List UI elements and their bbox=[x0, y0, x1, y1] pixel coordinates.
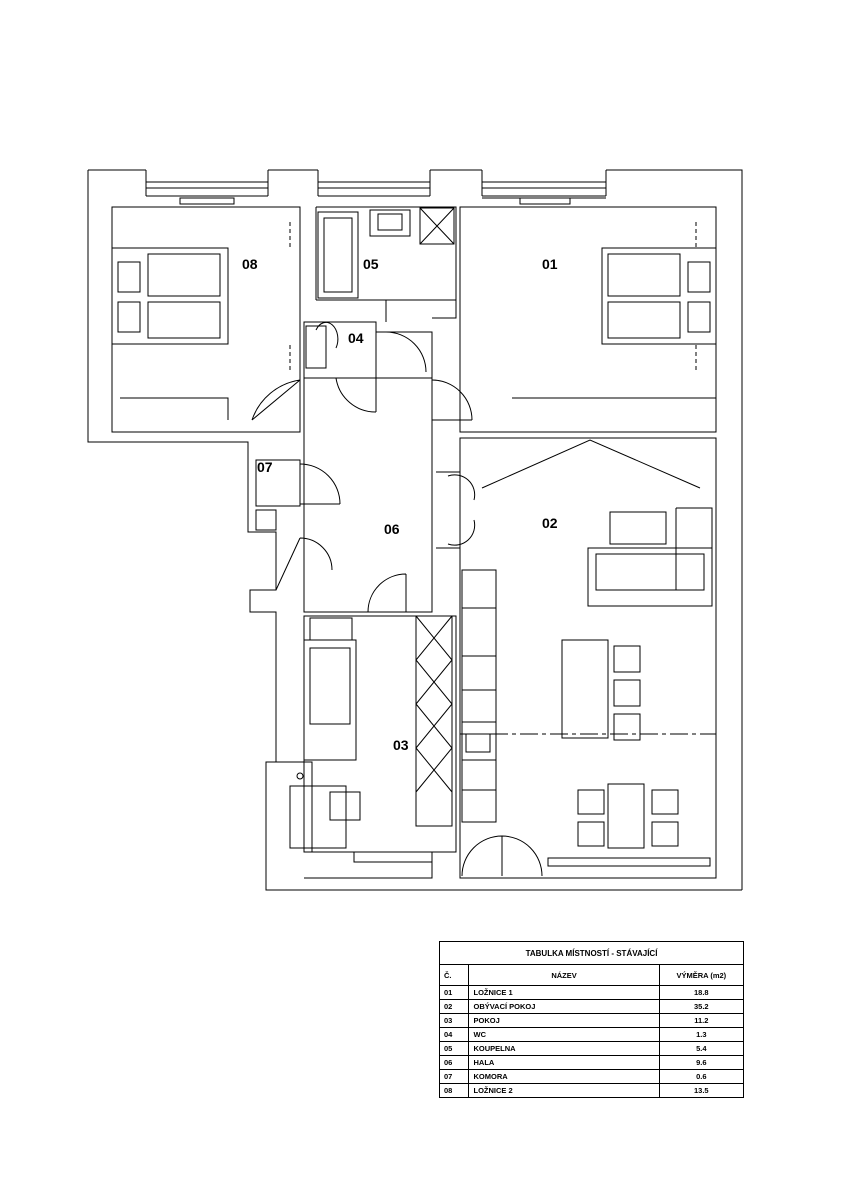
room-label-01: 01 bbox=[542, 256, 558, 272]
row-name: HALA bbox=[469, 1056, 659, 1070]
desk bbox=[290, 773, 360, 848]
row-area: 1.3 bbox=[659, 1028, 743, 1042]
wardrobe bbox=[416, 616, 452, 826]
column-header-name: NÁZEV bbox=[469, 965, 659, 986]
doors bbox=[252, 332, 542, 876]
bed-03 bbox=[304, 618, 356, 760]
room-label-02: 02 bbox=[542, 515, 558, 531]
sofa bbox=[588, 508, 712, 606]
bathtub bbox=[318, 212, 358, 298]
bed-08 bbox=[112, 248, 228, 344]
dining-table bbox=[562, 640, 678, 848]
shower bbox=[420, 208, 454, 244]
row-name: WC bbox=[469, 1028, 659, 1042]
table-row bbox=[440, 1084, 744, 1098]
row-name: LOŽNICE 1 bbox=[469, 986, 659, 1000]
row-area: 5.4 bbox=[659, 1042, 743, 1056]
room-01-walls bbox=[460, 207, 716, 432]
room-label-06: 06 bbox=[384, 521, 400, 537]
column-header-number: Č. bbox=[440, 965, 469, 986]
room-06-walls bbox=[300, 378, 432, 612]
row-number: 08 bbox=[440, 1084, 469, 1098]
row-name: KOUPELNA bbox=[469, 1042, 659, 1056]
table-row bbox=[440, 1042, 744, 1056]
room-label-05: 05 bbox=[363, 256, 379, 272]
sink bbox=[370, 210, 410, 236]
kitchen-counter bbox=[462, 570, 496, 822]
room-schedule-table bbox=[439, 941, 744, 1098]
row-area: 18.8 bbox=[659, 986, 743, 1000]
row-number: 03 bbox=[440, 1014, 469, 1028]
outer-walls bbox=[88, 170, 742, 890]
room-04-walls bbox=[304, 322, 432, 378]
room-label-07: 07 bbox=[257, 459, 273, 475]
row-area: 35.2 bbox=[659, 1000, 743, 1014]
row-number: 06 bbox=[440, 1056, 469, 1070]
row-number: 05 bbox=[440, 1042, 469, 1056]
room-label-03: 03 bbox=[393, 737, 409, 753]
row-number: 01 bbox=[440, 986, 469, 1000]
column-header-area: VÝMĚRA (m2) bbox=[659, 965, 743, 986]
room-08-walls bbox=[120, 222, 290, 420]
table-row bbox=[440, 986, 744, 1000]
room-label-08: 08 bbox=[242, 256, 258, 272]
row-name: OBÝVACÍ POKOJ bbox=[469, 1000, 659, 1014]
table-row bbox=[440, 1070, 744, 1084]
toilet bbox=[306, 322, 338, 368]
row-area: 11.2 bbox=[659, 1014, 743, 1028]
windows bbox=[354, 852, 710, 866]
table-title: TABULKA MÍSTNOSTÍ - STÁVAJÍCÍ bbox=[440, 942, 744, 965]
row-area: 9.6 bbox=[659, 1056, 743, 1070]
table-row bbox=[440, 1028, 744, 1042]
row-number: 04 bbox=[440, 1028, 469, 1042]
bed-01 bbox=[602, 248, 716, 344]
table-row bbox=[440, 1000, 744, 1014]
row-name: POKOJ bbox=[469, 1014, 659, 1028]
room-labels bbox=[242, 256, 558, 753]
row-area: 13.5 bbox=[659, 1084, 743, 1098]
row-number: 07 bbox=[440, 1070, 469, 1084]
table-row bbox=[440, 1014, 744, 1028]
table-row bbox=[440, 1056, 744, 1070]
row-number: 02 bbox=[440, 1000, 469, 1014]
room-03-walls bbox=[266, 616, 456, 878]
row-name: KOMORA bbox=[469, 1070, 659, 1084]
row-name: LOŽNICE 2 bbox=[469, 1084, 659, 1098]
room-label-04: 04 bbox=[348, 330, 364, 346]
row-area: 0.6 bbox=[659, 1070, 743, 1084]
